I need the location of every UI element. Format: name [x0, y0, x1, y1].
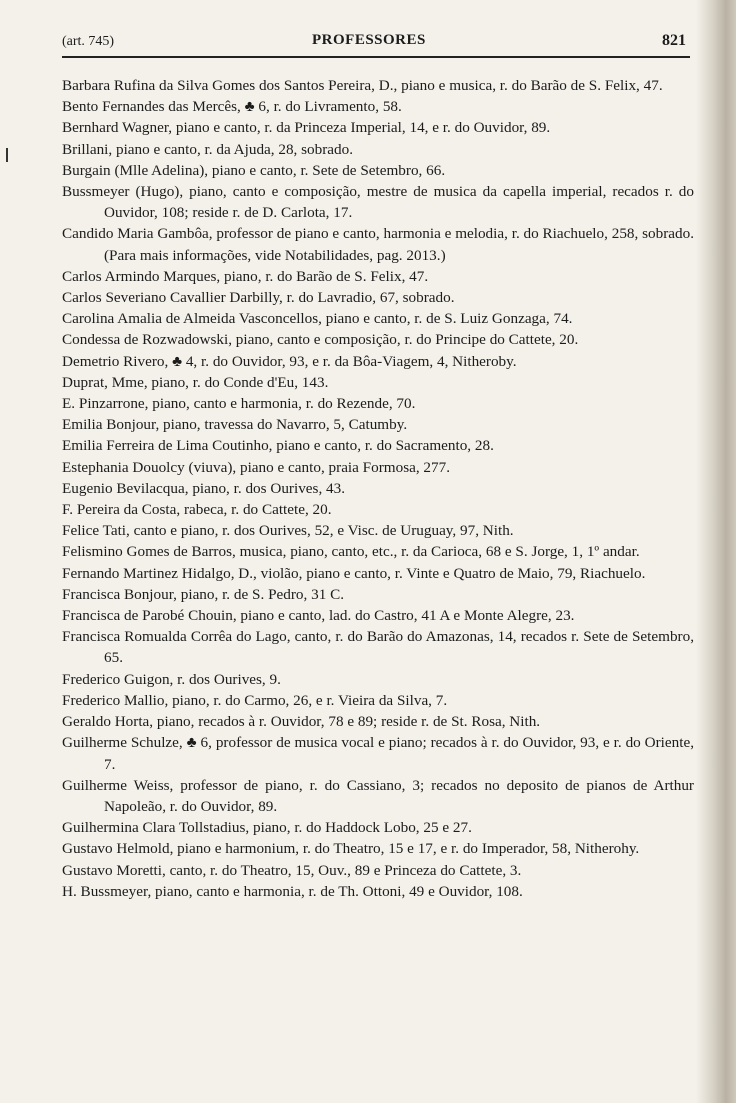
page-edge-shadow: [696, 0, 736, 1103]
entry: Duprat, Mme, piano, r. do Conde d'Eu, 143.: [62, 373, 329, 391]
entry: F. Pereira da Costa, rabeca, r. do Cattete, 20.: [62, 501, 332, 519]
entry: Felice Tati, canto e piano, r. dos Ourives, 52, e Visc. de Uruguay, 97, Nith.: [62, 522, 514, 540]
entry: Carolina Amalia de Almeida Vasconcellos, piano e canto, r. de S. Luiz Gonzaga, 74.: [62, 310, 573, 328]
entry: Francisca de Parobé Chouin, piano e canto, lad. do Castro, 41 A e Monte Alegre, 23.: [62, 607, 575, 625]
entry: Frederico Guigon, r. dos Ourives, 9.: [62, 670, 281, 688]
entry: H. Bussmeyer, piano, canto e harmonia, r. de Th. Ottoni, 49 e Ouvidor, 108.: [62, 882, 523, 900]
page-number: 821: [662, 32, 686, 49]
article-reference: (art. 745): [62, 34, 115, 49]
entry: Gustavo Helmold, piano e harmonium, r. do Theatro, 15 e 17, e r. do Imperador, 58, Nitherohy.: [62, 840, 640, 858]
entry: Estephania Douolcy (viuva), piano e canto, praia Formosa, 277.: [62, 458, 451, 476]
entry: Demetrio Rivero, ♣ 4, r. do Ouvidor, 93, e r. da Bôa-Viagem, 4, Nitheroby.: [62, 352, 517, 370]
entry: Brillani, piano e canto, r. da Ajuda, 28, sobrado.: [62, 140, 354, 158]
entry: Francisca Romualda Corrêa do Lago, canto, r. do Barão do Amazonas, 14, recados r. Sete de Setembro, 65.: [62, 628, 694, 667]
entry-list: [62, 75, 694, 902]
entry: Barbara Rufina da Silva Gomes dos Santos Pereira, D., piano e musica, r. do Barão de S. Felix, 47.: [62, 77, 663, 94]
entry: Felismino Gomes de Barros, musica, piano, canto, etc., r. da Carioca, 68 e S. Jorge, 1, 1º andar.: [62, 543, 640, 561]
entry: Carlos Severiano Cavallier Darbilly, r. do Lavradio, 67, sobrado.: [62, 289, 455, 307]
entry: Burgain (Mlle Adelina), piano e canto, r. Sete de Setembro, 66.: [62, 161, 446, 179]
margin-mark: [6, 148, 8, 162]
entry: Francisca Bonjour, piano, r. de S. Pedro, 31 C.: [62, 585, 345, 603]
entry: Condessa de Rozwadowski, piano, canto e composição, r. do Principe do Cattete, 20.: [62, 331, 579, 349]
entry: Guilherme Schulze, ♣ 6, professor de musica vocal e piano; recados à r. do Ouvidor, 93, e r. do Oriente, 7.: [62, 734, 694, 773]
entry: Bento Fernandes das Mercês, ♣ 6, r. do Livramento, 58.: [62, 98, 402, 116]
entry: Bussmeyer (Hugo), piano, canto e composição, mestre de musica da capella imperial, recados r. do Ouvidor, 108; reside r. de D. Carlota, 17.: [62, 183, 694, 222]
entry: Emilia Bonjour, piano, travessa do Navarro, 5, Catumby.: [62, 416, 408, 434]
entry: Guilhermina Clara Tollstadius, piano, r. do Haddock Lobo, 25 e 27.: [62, 819, 472, 837]
entry: E. Pinzarrone, piano, canto e harmonia, r. do Rezende, 70.: [62, 395, 416, 413]
entry: Eugenio Bevilacqua, piano, r. dos Ourives, 43.: [62, 479, 346, 497]
entry: Emilia Ferreira de Lima Coutinho, piano e canto, r. do Sacramento, 28.: [62, 437, 494, 455]
entry: Guilherme Weiss, professor de piano, r. do Cassiano, 3; recados no deposito de pianos de Arthur Napoleão, r. do Ouvidor, 89.: [62, 776, 694, 815]
page-header: [62, 30, 690, 58]
entry: Bernhard Wagner, piano e canto, r. da Princeza Imperial, 14, e r. do Ouvidor, 89.: [62, 119, 551, 137]
entry: Fernando Martinez Hidalgo, D., violão, piano e canto, r. Vinte e Quatro de Maio, 79, Riachuelo.: [62, 564, 646, 582]
entry: Geraldo Horta, piano, recados à r. Ouvidor, 78 e 89; reside r. de St. Rosa, Nith.: [62, 713, 541, 731]
entry: Frederico Mallio, piano, r. do Carmo, 26, e r. Vieira da Silva, 7.: [62, 691, 448, 709]
entry: Carlos Armindo Marques, piano, r. do Barão de S. Felix, 47.: [62, 267, 429, 285]
section-title: PROFESSORES: [312, 32, 426, 48]
entry: Gustavo Moretti, canto, r. do Theatro, 15, Ouv., 89 e Princeza do Cattete, 3.: [62, 861, 522, 879]
entry: Candido Maria Gambôa, professor de piano e canto, harmonia e melodia, r. do Riachuelo, 258, sobrado. (Para mais informações, vide Notabilidades, pag. 2013.): [62, 225, 694, 264]
